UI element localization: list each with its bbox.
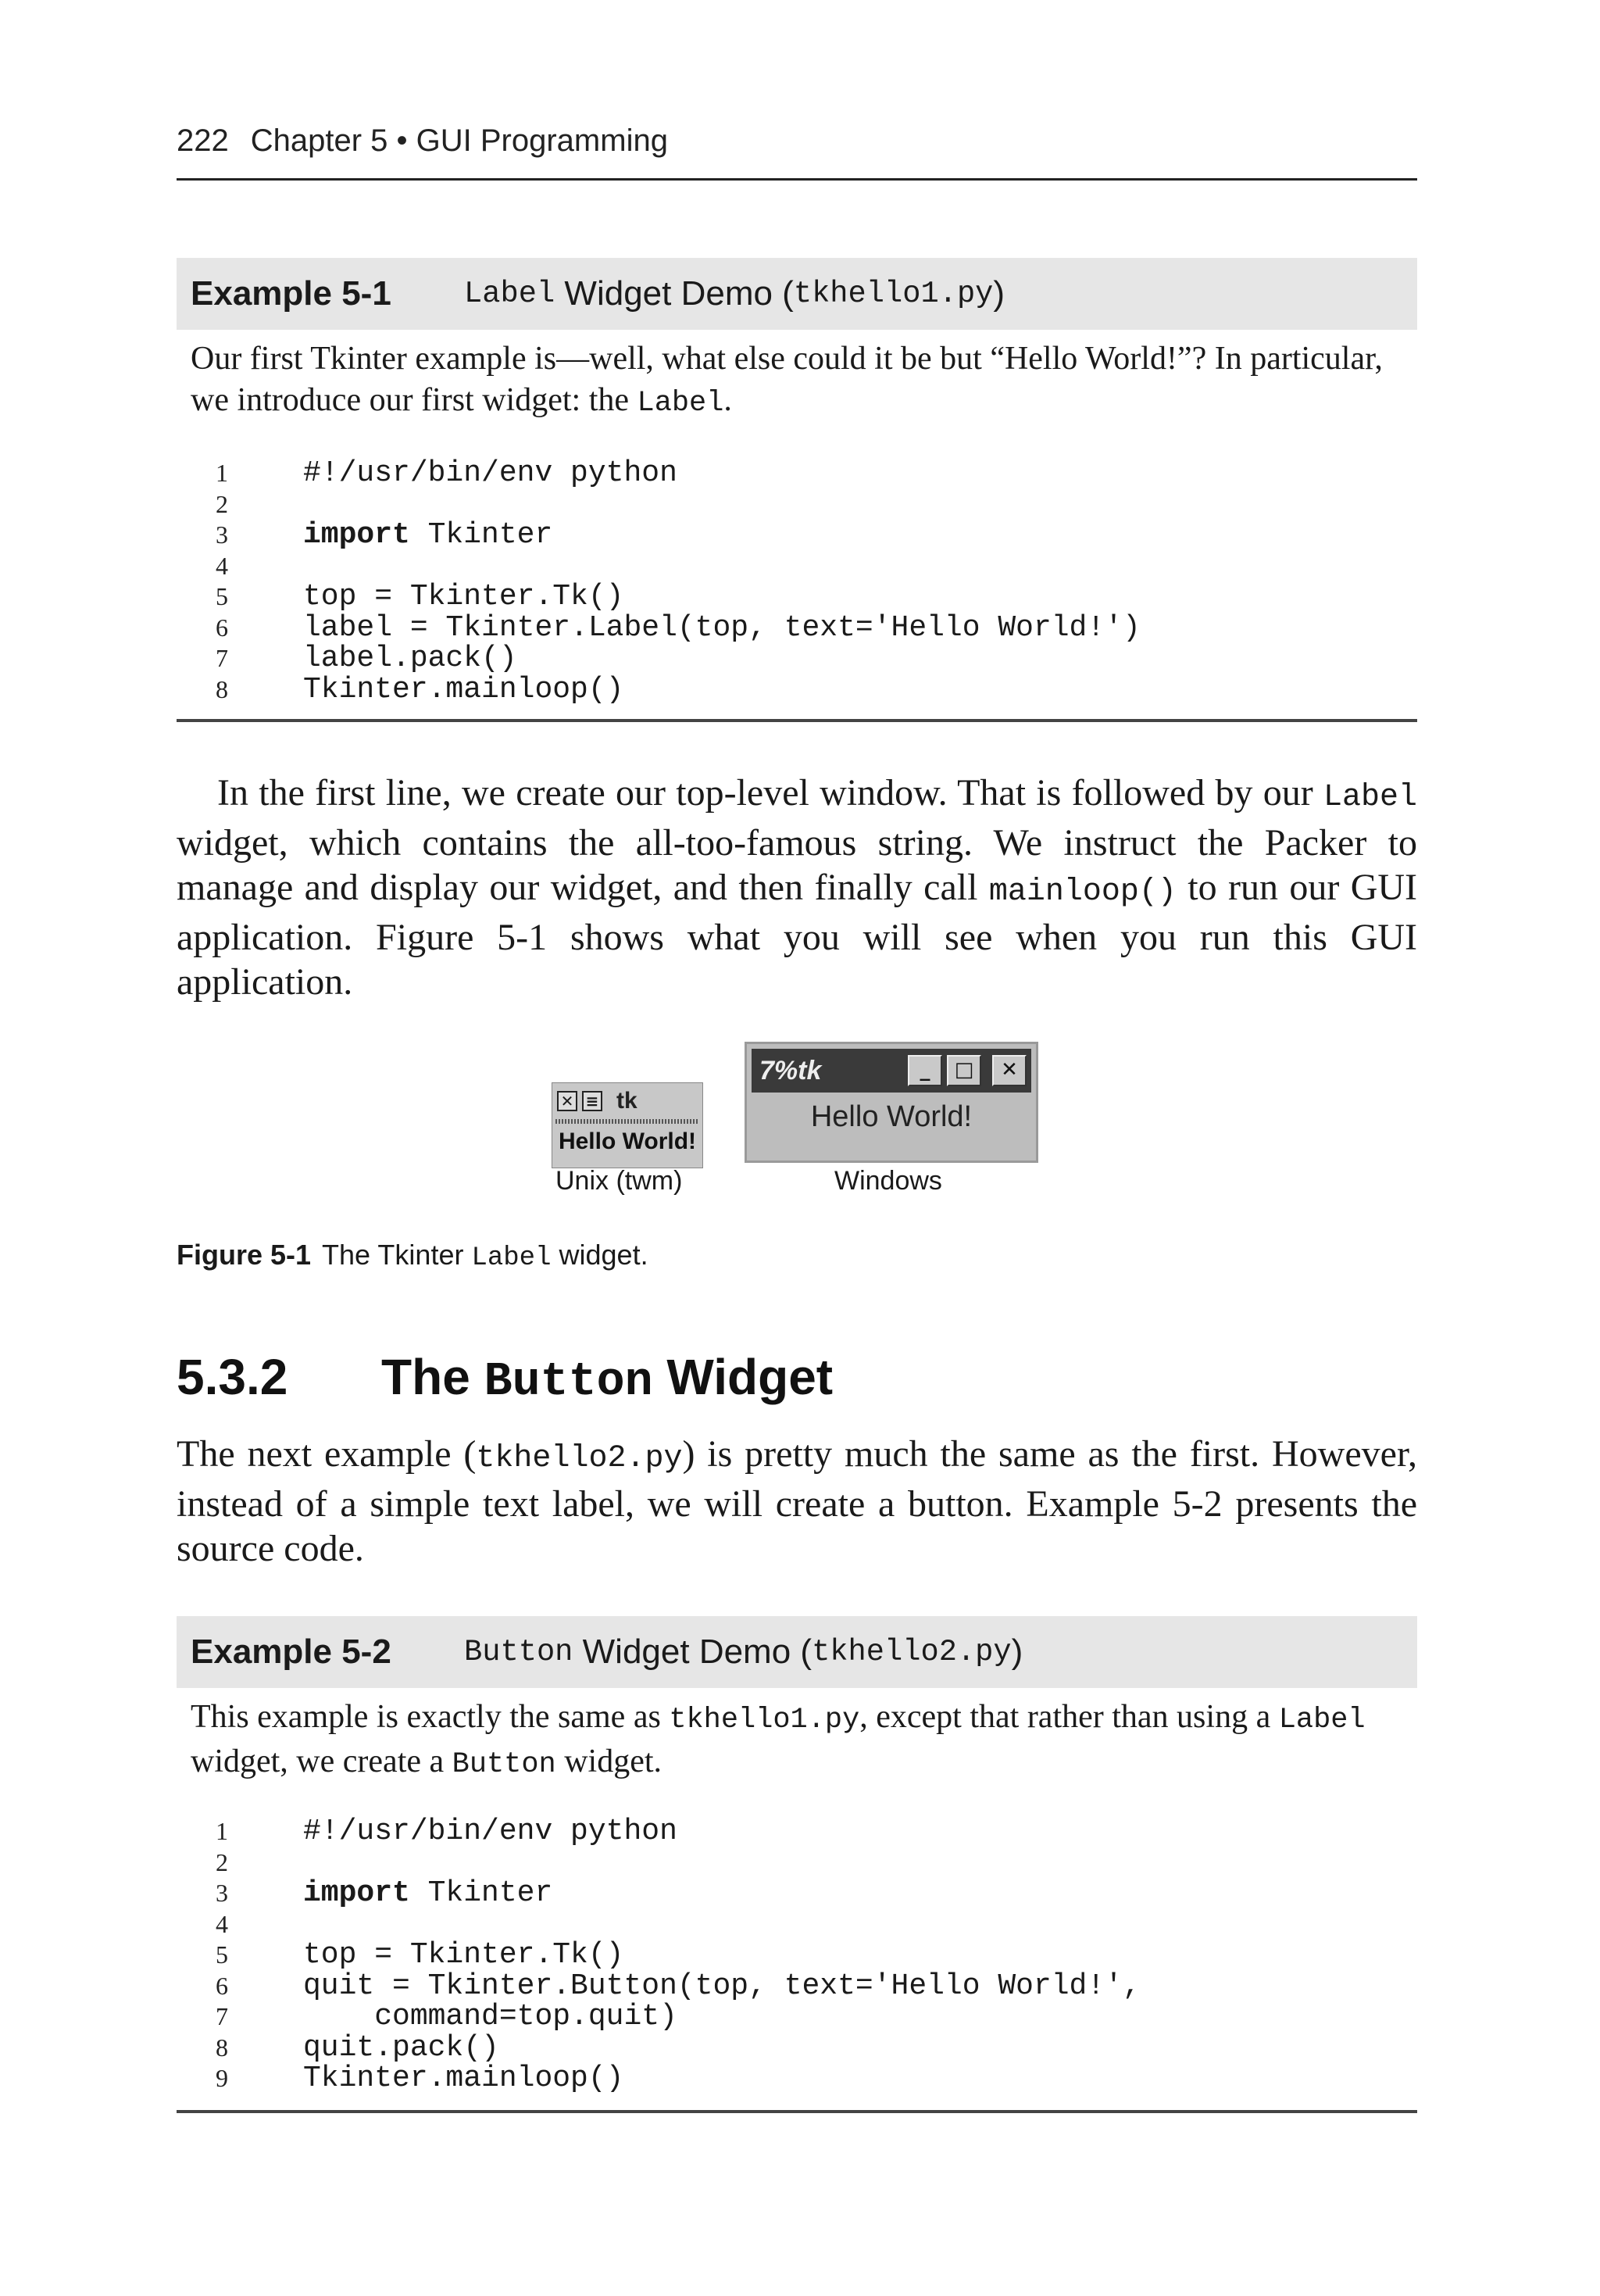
line-number: 8 <box>216 674 228 703</box>
example-title-code: Button <box>464 1635 573 1669</box>
code-line <box>216 1816 1388 1847</box>
code-text: Tkinter <box>409 518 553 552</box>
section-number: 5.3.2 <box>177 1349 288 1405</box>
desc-code: Label <box>1278 1704 1366 1736</box>
para-text: widget, which contains the all-too-famous string. We instruct the Packer to manage and display our widget, and then finally call <box>177 821 1417 908</box>
line-number: 2 <box>216 1847 228 1876</box>
code-text: top = Tkinter.Tk() <box>303 1938 624 1972</box>
example-label: Example 5-1 <box>191 274 391 313</box>
para-text: In the first line, we create our top-level window. That is followed by our <box>217 772 1323 814</box>
line-number: 3 <box>216 1879 228 1907</box>
code-line <box>216 1971 1388 2002</box>
para-text: The next example ( <box>177 1433 477 1475</box>
example-5-2-title-bar <box>177 1616 1417 1688</box>
code-line <box>216 610 1388 645</box>
desc-code: tkhello1.py <box>669 1704 860 1736</box>
windows-label: Hello World! <box>810 1100 973 1133</box>
windows-caption: Windows <box>834 1166 942 1196</box>
code-text: Tkinter.mainloop() <box>303 672 624 706</box>
code-line <box>216 1909 1388 1940</box>
code-line <box>216 489 1388 520</box>
line-number: 6 <box>216 613 228 642</box>
para-code: tkhello2.py <box>476 1441 683 1476</box>
example-5-1-end-rule <box>177 719 1417 722</box>
code-text: #!/usr/bin/env python <box>303 1815 677 1848</box>
para-code: Label <box>1323 780 1417 815</box>
code-text: command=top.quit) <box>303 2000 677 2033</box>
example-title-text: Widget Demo ( <box>573 1633 812 1671</box>
code-keyword: import <box>303 518 410 552</box>
code-text: quit = Tkinter.Button(top, text='Hello World!', <box>303 1969 1141 2003</box>
code-text: top = Tkinter.Tk() <box>303 580 624 613</box>
line-number: 3 <box>216 520 228 549</box>
line-number: 2 <box>216 489 228 518</box>
line-number: 5 <box>216 1940 228 1969</box>
code-keyword: import <box>303 1876 410 1910</box>
desc-code: Button <box>452 1748 556 1781</box>
figure-5-1 <box>177 1039 1417 1211</box>
unix-twm-window <box>552 1082 703 1168</box>
close-icon: ✕ <box>992 1055 1027 1086</box>
code-line <box>216 1940 1388 1971</box>
line-number: 1 <box>216 459 228 487</box>
line-number: 4 <box>216 1909 228 1938</box>
code-text: #!/usr/bin/env python <box>303 456 677 490</box>
windows-window <box>745 1042 1038 1163</box>
example-title-text: Widget Demo ( <box>555 274 794 313</box>
code-line <box>216 458 1388 489</box>
desc-text: . <box>723 382 732 418</box>
chapter-title: Chapter 5 • GUI Programming <box>250 123 668 158</box>
line-number: 1 <box>216 1817 228 1845</box>
figure-caption-text: widget. <box>551 1239 648 1271</box>
twm-separator <box>555 1119 699 1124</box>
windows-titlebar <box>752 1049 1031 1093</box>
example-5-1-code-listing <box>216 458 1388 705</box>
twm-label: Hello World! <box>558 1128 697 1154</box>
code-line <box>216 1847 1388 1879</box>
close-icon: ✕ <box>557 1091 577 1111</box>
windows-window-title: 7%tk <box>759 1055 822 1085</box>
code-text: quit.pack() <box>303 2030 499 2065</box>
code-line <box>216 2063 1388 2094</box>
line-number: 5 <box>216 582 228 610</box>
para-code: mainloop() <box>988 874 1177 910</box>
code-line <box>216 2001 1388 2033</box>
line-number: 7 <box>216 644 228 672</box>
code-text: Tkinter.mainloop() <box>303 2062 624 2095</box>
figure-caption-code: Label <box>471 1243 552 1273</box>
code-line <box>216 1878 1388 1909</box>
code-line <box>216 674 1388 706</box>
minimize-icon: _ <box>908 1055 942 1086</box>
code-text: label.pack() <box>303 642 517 675</box>
example-title-code: Label <box>464 277 555 311</box>
section-title-text: The <box>381 1349 484 1405</box>
body-paragraph-1 <box>177 771 1417 1005</box>
menu-icon: ≡ <box>582 1091 602 1111</box>
example-5-2-end-rule <box>177 2110 1417 2113</box>
twm-titlebar <box>552 1083 702 1119</box>
example-title-file: tkhello2.py <box>812 1635 1012 1669</box>
example-5-1-title-bar <box>177 258 1417 330</box>
code-text: Tkinter <box>409 1876 553 1910</box>
body-paragraph-2 <box>177 1432 1417 1572</box>
desc-text: widget. <box>555 1743 662 1779</box>
example-5-1-description <box>191 338 1409 424</box>
code-line <box>216 581 1388 613</box>
desc-text: , except that rather than using a <box>859 1699 1279 1735</box>
figure-caption <box>177 1239 648 1273</box>
example-title-close: ) <box>1011 1633 1023 1671</box>
code-line <box>216 2030 1388 2065</box>
code-line <box>216 551 1388 582</box>
maximize-icon: □ <box>947 1055 981 1086</box>
page-number: 222 <box>177 123 229 158</box>
code-line <box>216 520 1388 551</box>
para-text: to run our GUI application. Figure 5-1 shows what you will see when you run this GUI application. <box>177 867 1418 1003</box>
example-5-2-description <box>191 1697 1409 1786</box>
desc-code: Label <box>637 387 724 420</box>
header-rule <box>177 178 1417 181</box>
line-number: 6 <box>216 1971 228 2000</box>
line-number: 4 <box>216 551 228 580</box>
line-number: 8 <box>216 2033 228 2062</box>
line-number: 9 <box>216 2064 228 2092</box>
twm-window-title: tk <box>616 1088 638 1114</box>
code-line <box>216 643 1388 674</box>
figure-caption-label: Figure 5-1 <box>177 1239 312 1271</box>
desc-text: widget, we create a <box>191 1743 452 1779</box>
figure-caption-text: The Tkinter <box>322 1239 472 1271</box>
line-number: 7 <box>216 2002 228 2030</box>
desc-text: This example is exactly the same as <box>191 1699 670 1735</box>
example-label: Example 5-2 <box>191 1633 391 1671</box>
code-text: label = Tkinter.Label(top, text='Hello World!') <box>303 610 1141 645</box>
section-title-code: Button <box>484 1356 653 1409</box>
running-header <box>177 123 1417 159</box>
example-title-file: tkhello1.py <box>793 277 994 311</box>
para-text: ) is pretty much the same as the first. However, instead of a simple text label, we will create a button. Example 5-2 presents the source code. <box>177 1433 1418 1569</box>
example-title-close: ) <box>993 274 1005 313</box>
desc-text: Our first Tkinter example is—well, what else could it be but “Hello World!”? In particular, we introduce our first widget: the <box>191 341 1383 418</box>
section-heading <box>177 1348 833 1409</box>
section-title-text: Widget <box>652 1349 834 1405</box>
example-5-2-code-listing <box>216 1816 1388 2094</box>
unix-caption: Unix (twm) <box>555 1166 683 1196</box>
